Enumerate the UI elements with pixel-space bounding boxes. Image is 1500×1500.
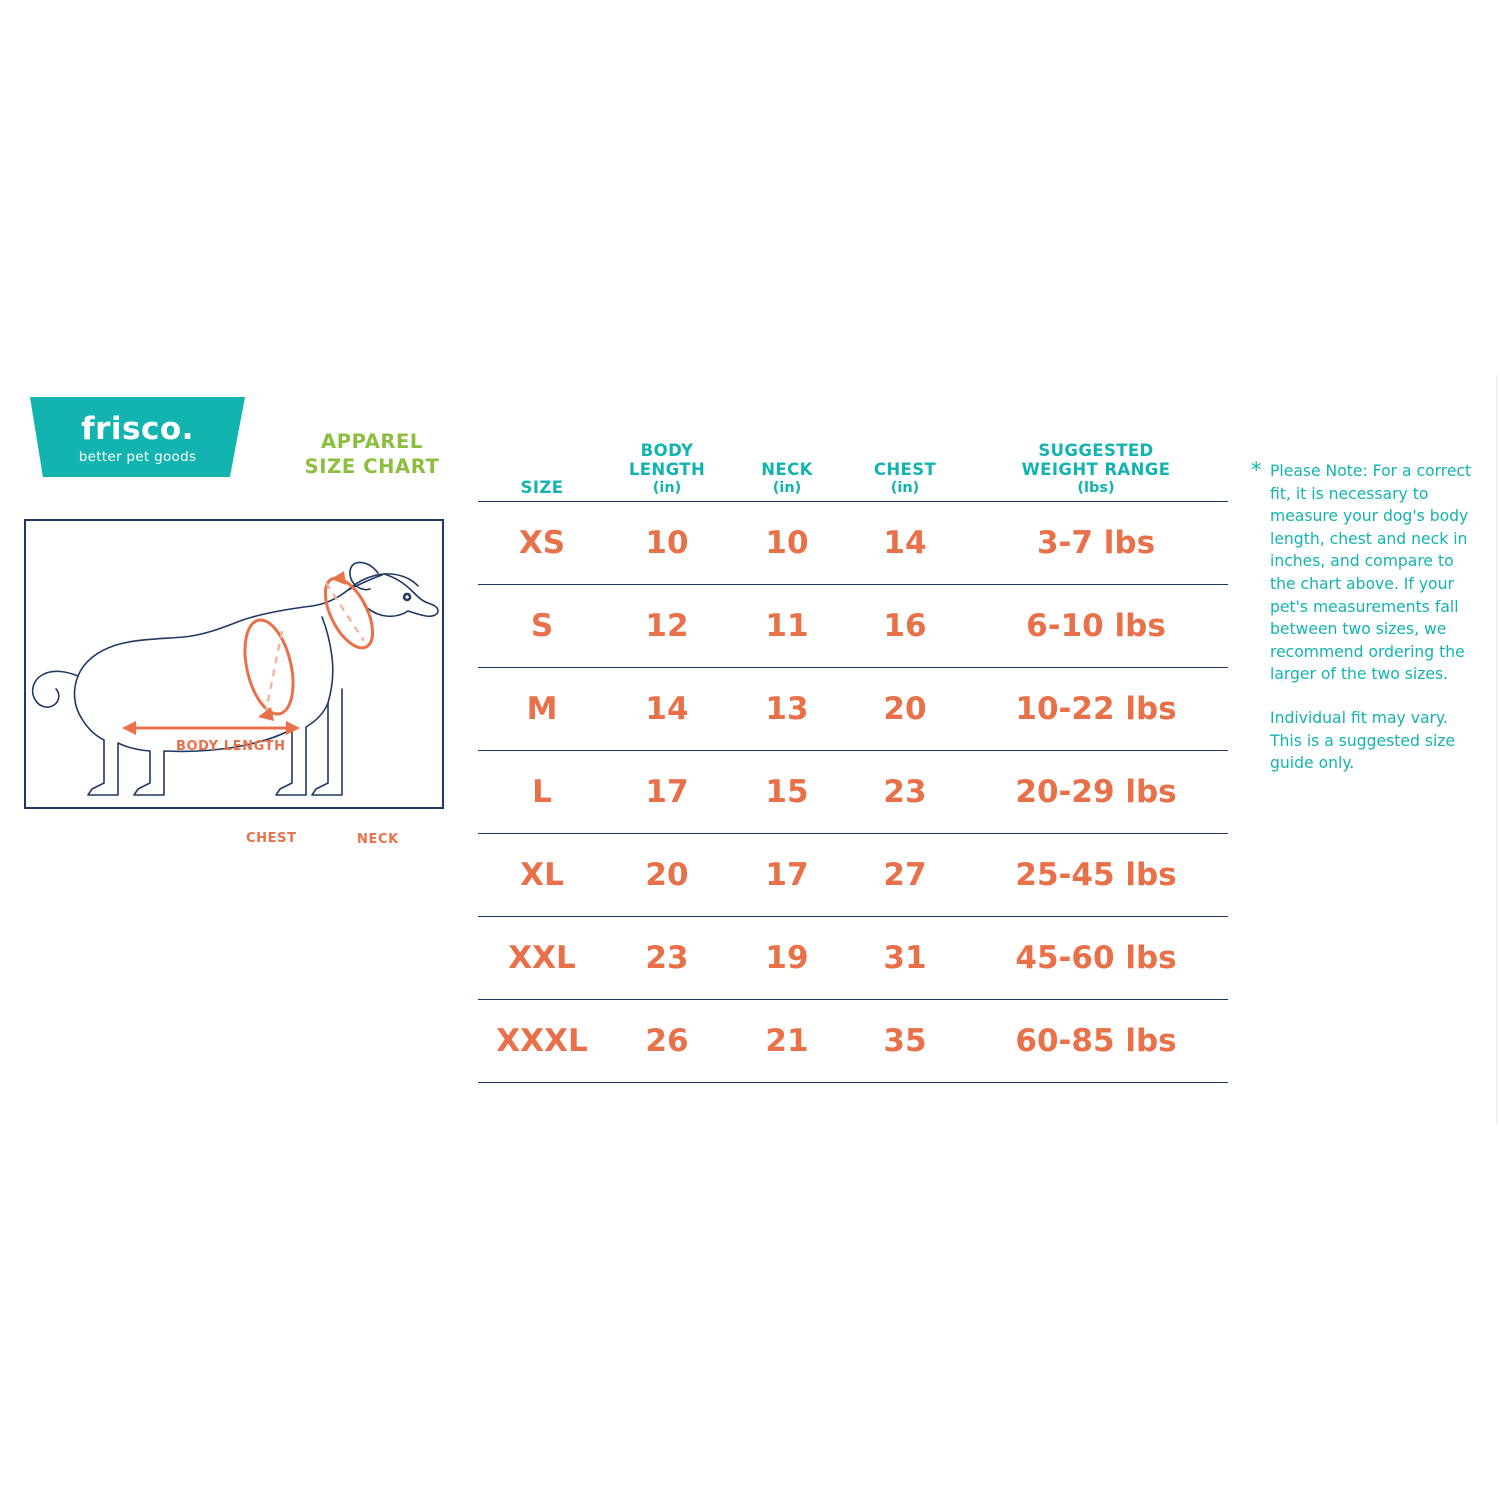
- cell-weight: 20-29 lbs: [1015, 774, 1177, 810]
- cell-body-length: 17: [645, 774, 689, 810]
- note-paragraph-1: Please Note: For a correct fit, it is necessary to measure your dog's body length, chest and neck in inches, and compare to the chart above. If your pet's measurements fall between two sizes, we recommend ordering the larger of the two sizes.: [1270, 462, 1472, 684]
- column-header-chest: [846, 460, 964, 497]
- cell-body-length: 20: [645, 857, 689, 893]
- note-paragraph-2: Individual fit may vary. This is a suggested size guide only.: [1270, 709, 1456, 773]
- page-title: [272, 430, 472, 479]
- cell-weight: 25-45 lbs: [1015, 857, 1177, 893]
- cell-body-length: 23: [645, 940, 689, 976]
- cell-weight: 3-7 lbs: [1036, 525, 1156, 561]
- table-row: [478, 750, 1228, 833]
- cell-chest: 14: [883, 525, 927, 561]
- column-header-chest-label: CHEST: [873, 460, 937, 480]
- cell-neck: 10: [765, 525, 809, 561]
- cell-size: XL: [520, 857, 564, 893]
- dog-measurement-diagram: [24, 519, 444, 847]
- frisco-logo: [30, 397, 245, 477]
- cell-neck: 19: [765, 940, 809, 976]
- cell-size: XXXL: [496, 1023, 588, 1059]
- cell-neck: 15: [765, 774, 809, 810]
- logo-tagline: better pet goods: [78, 449, 197, 465]
- column-header-size: SIZE: [520, 477, 564, 497]
- table-row: [478, 667, 1228, 750]
- please-note-block: [1252, 460, 1474, 775]
- cell-chest: 35: [883, 1023, 927, 1059]
- table-row: [478, 916, 1228, 999]
- column-header-neck-label: NECK: [761, 460, 813, 480]
- dog-illustration-icon: [26, 521, 442, 807]
- column-header-body-length-line1: BODY: [640, 440, 694, 460]
- table-row: [478, 501, 1228, 584]
- column-header-weight-unit: (lbs): [1077, 479, 1115, 496]
- cell-body-length: 26: [645, 1023, 689, 1059]
- label-neck: NECK: [357, 832, 399, 847]
- table-row: [478, 833, 1228, 916]
- logo-brand-name: frisco.: [81, 411, 194, 447]
- cell-chest: 20: [883, 691, 927, 727]
- cell-neck: 17: [765, 857, 809, 893]
- column-header-weight-line1: SUGGESTED: [1038, 440, 1154, 460]
- table-row: [478, 584, 1228, 667]
- column-header-weight-line2: WEIGHT RANGE: [1021, 460, 1171, 480]
- cell-weight: 10-22 lbs: [1015, 691, 1177, 727]
- asterisk-icon: *: [1251, 458, 1262, 482]
- cell-size: L: [532, 774, 552, 810]
- cell-body-length: 12: [645, 608, 689, 644]
- cell-weight: 60-85 lbs: [1015, 1023, 1177, 1059]
- cell-chest: 27: [883, 857, 927, 893]
- cell-size: S: [530, 608, 554, 644]
- column-header-body-length: [606, 441, 728, 497]
- right-edge-divider: [1496, 375, 1498, 1125]
- cell-size: M: [526, 691, 558, 727]
- cell-chest: 16: [883, 608, 927, 644]
- cell-size: XS: [518, 525, 566, 561]
- column-header-chest-unit: (in): [890, 479, 920, 496]
- label-chest: CHEST: [246, 831, 297, 846]
- page-title-line2: SIZE CHART: [304, 454, 440, 478]
- size-chart-table: [478, 423, 1228, 1083]
- column-header-body-length-unit: (in): [652, 479, 682, 496]
- cell-chest: 23: [883, 774, 927, 810]
- cell-body-length: 14: [645, 691, 689, 727]
- column-header-neck: [728, 460, 846, 497]
- cell-neck: 21: [765, 1023, 809, 1059]
- label-body-length: BODY LENGTH: [176, 739, 286, 754]
- table-row: [478, 999, 1228, 1083]
- cell-size: XXL: [508, 940, 576, 976]
- page-title-line1: APPAREL: [321, 430, 423, 453]
- table-header-row: [478, 423, 1228, 501]
- column-header-body-length-line2: LENGTH: [628, 460, 706, 480]
- cell-body-length: 10: [645, 525, 689, 561]
- cell-chest: 31: [883, 940, 927, 976]
- column-header-weight: [964, 441, 1228, 497]
- size-chart-sheet: [0, 375, 1500, 1125]
- cell-weight: 6-10 lbs: [1026, 608, 1166, 644]
- cell-neck: 11: [765, 608, 809, 644]
- column-header-neck-unit: (in): [772, 479, 802, 496]
- cell-weight: 45-60 lbs: [1015, 940, 1177, 976]
- cell-neck: 13: [765, 691, 809, 727]
